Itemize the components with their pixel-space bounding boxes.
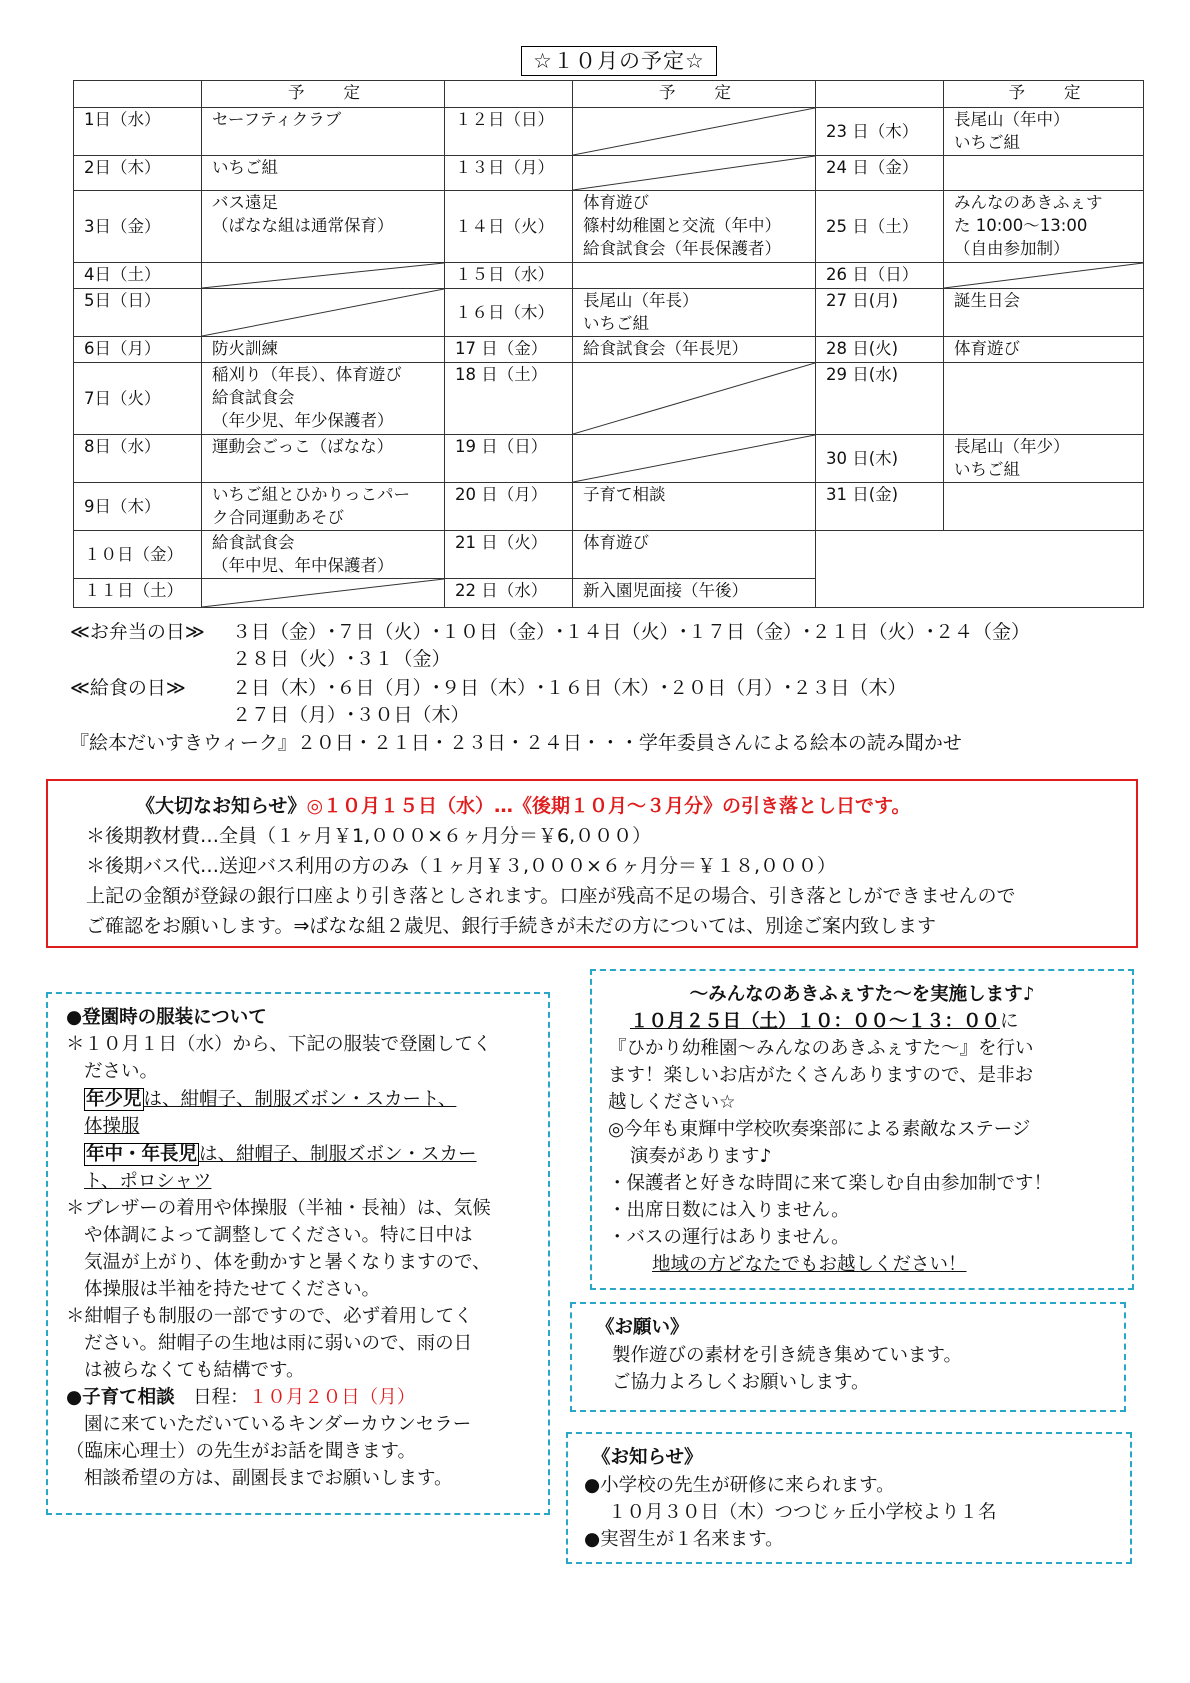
- table-row: [74, 191, 1144, 263]
- event-cell: [202, 191, 445, 263]
- event-text: 子育て相談: [583, 485, 666, 504]
- event-cell: [573, 108, 816, 156]
- counseling-text: 園に来ていただいているキンダーカウンセラー: [84, 1414, 472, 1435]
- info-text: ●小学校の先生が研修に来られます。: [584, 1475, 895, 1496]
- event-text: 篠村幼稚園と交流（年中）: [583, 216, 781, 235]
- date-cell: 24 日（金）: [816, 156, 944, 191]
- event-cell: [202, 263, 445, 289]
- date-cell: 30 日(木): [816, 435, 944, 483]
- date-cell: 5日（日）: [74, 289, 202, 337]
- header-yotei-cell: 予 定: [573, 81, 816, 108]
- notice-material-fee: ＊後期教材費…全員（１ヶ月￥1,０００×６ヶ月分＝￥6,０００）: [86, 825, 652, 847]
- date-cell: １２日（日）: [445, 108, 573, 156]
- event-cell: [944, 337, 1144, 363]
- fest-title: ～みんなのあきふぇすた～を実施します♪: [689, 984, 1035, 1005]
- request-text: 製作遊びの素材を引き続き集めています。: [612, 1345, 963, 1366]
- counseling-text: 相談希望の方は、副園長までお願いします。: [84, 1468, 453, 1489]
- clothing-text: 体操服は半袖を持たせてください。: [84, 1279, 381, 1300]
- header-date-cell: [816, 81, 944, 108]
- event-text: みんなのあきふぇす: [954, 193, 1103, 212]
- event-cell: [944, 363, 1144, 435]
- event-text: 防火訓練: [212, 339, 278, 358]
- header-yotei-cell: 予 定: [202, 81, 445, 108]
- event-text: 長尾山（年長）: [583, 291, 699, 310]
- date-cell: １４日（火）: [445, 191, 573, 263]
- event-text: た 10:00～13:00: [954, 216, 1088, 235]
- event-cell: [573, 531, 816, 579]
- event-text: 新入園児面接（午後）: [583, 581, 748, 600]
- event-text: 給食試食会: [212, 388, 295, 407]
- date-cell: 29 日(水): [816, 363, 944, 435]
- event-text: 体育遊び: [583, 533, 649, 552]
- event-cell: [202, 483, 445, 531]
- request-box: [570, 1302, 1126, 1412]
- counseling-date-label: 日程：: [193, 1387, 249, 1408]
- event-text: いちご組: [583, 314, 649, 333]
- header-date-cell: [74, 81, 202, 108]
- notice-heading: 《大切なお知らせ》: [136, 795, 307, 817]
- diagonal-slash: [573, 435, 815, 482]
- date-cell: 31 日(金): [816, 483, 944, 531]
- fest-text: ・出席日数には入りません。: [608, 1200, 850, 1221]
- important-notice: [46, 779, 1138, 948]
- fest-text: 演奏があります♪: [630, 1146, 772, 1167]
- date-cell: 26 日（日）: [816, 263, 944, 289]
- notice-text-1: 上記の金額が登録の銀行口座より引き落としされます。口座が残高不足の場合、引き落としができませんので: [86, 885, 1016, 907]
- ehon-week: 『絵本だいすきウィーク』２０日・２１日・２３日・２４日・・・学年委員さんによる絵本の読み聞かせ: [70, 732, 962, 754]
- event-cell: [573, 191, 816, 263]
- event-text: いちご組: [954, 133, 1020, 152]
- event-text: 稲刈り（年長）、体育遊び: [212, 365, 402, 384]
- event-cell: [202, 363, 445, 435]
- counseling-date: １０月２０日（月）: [248, 1387, 416, 1408]
- kyushoku-days-1: ２日（木）･６日（月）･９日（木）･１６日（木）･２０日（月）･２３日（木）: [232, 677, 907, 699]
- table-row: [74, 289, 1144, 337]
- event-cell: [573, 435, 816, 483]
- fest-invitation: 地域の方どなたでもお越しください！: [652, 1254, 967, 1275]
- clothing-text: ＊１０月１日（水）から、下記の服装で登園してく: [66, 1034, 492, 1055]
- clothing-text: 気温が上がり、体を動かすと暑くなりますので、: [84, 1252, 491, 1273]
- empty-cell: [816, 531, 1144, 608]
- counseling-title: ●子育て相談: [66, 1387, 175, 1408]
- event-cell: [573, 263, 816, 289]
- notice-withdrawal-date: ◎１０月１５日（水）…《後期１０月～３月分》の引き落とし日です。: [306, 795, 911, 817]
- request-text: ご協力よろしくお願いします。: [612, 1372, 870, 1393]
- clothing-text: ださい。: [84, 1061, 159, 1082]
- diagonal-slash: [202, 263, 444, 288]
- table-row: [74, 363, 1144, 435]
- diagonal-slash: [202, 289, 444, 336]
- event-text: 体育遊び: [583, 193, 649, 212]
- date-cell: 21 日（火）: [445, 531, 573, 579]
- bento-label: ≪お弁当の日≫: [70, 621, 205, 643]
- fest-text: ます！楽しいお店がたくさんありますので、是非お: [608, 1065, 1034, 1086]
- table-row: [74, 435, 1144, 483]
- event-text: いちご組とひかりっこパー: [212, 485, 410, 504]
- nensho-clothing: は、紺帽子、制服ズボン・スカート、: [143, 1089, 457, 1110]
- table-row: [74, 483, 1144, 531]
- event-cell: [573, 289, 816, 337]
- date-cell: １１日（土）: [74, 579, 202, 608]
- clothing-box: [46, 992, 550, 1515]
- table-row: [74, 531, 1144, 579]
- clothing-title: ●登園時の服装について: [66, 1007, 267, 1028]
- header-date-cell: [445, 81, 573, 108]
- date-cell: 20 日（月）: [445, 483, 573, 531]
- date-cell: 1日（水）: [74, 108, 202, 156]
- event-text: ク合同運動あそび: [212, 508, 344, 527]
- diagonal-slash: [202, 579, 444, 607]
- diagonal-slash: [573, 363, 815, 434]
- event-text: 誕生日会: [954, 291, 1020, 310]
- table-row: [74, 337, 1144, 363]
- table-row: [74, 263, 1144, 289]
- event-text: セーフティクラブ: [212, 110, 342, 129]
- event-text: 給食試食会（年長児）: [583, 339, 748, 358]
- event-cell: [944, 191, 1144, 263]
- event-cell: [202, 337, 445, 363]
- event-text: 給食試食会: [212, 533, 295, 552]
- event-text: 給食試食会（年長保護者）: [583, 239, 781, 258]
- event-cell: [944, 289, 1144, 337]
- clothing-text: ＊ブレザーの着用や体操服（半袖・長袖）は、気候: [66, 1198, 491, 1219]
- header-yotei-cell: 予 定: [944, 81, 1144, 108]
- kyushoku-days-2: ２７日（月）･３０日（木）: [232, 704, 470, 726]
- bento-days-1: ３日（金）･７日（火）･１０日（金）･１４日（火）･１７日（金）･２１日（火）･２４（金）: [232, 621, 1031, 643]
- event-cell: [573, 363, 816, 435]
- bento-days-2: ２８日（火）･３１（金）: [232, 648, 451, 670]
- date-cell: 19 日（日）: [445, 435, 573, 483]
- table-row: [74, 108, 1144, 156]
- date-cell: 23 日（木）: [816, 108, 944, 156]
- nenchu-label: 年中・年長児: [86, 1144, 198, 1165]
- nensho-label: 年少児: [86, 1089, 142, 1110]
- date-cell: １０日（金）: [74, 531, 202, 579]
- info-text: １０月３０日（木）つつじヶ丘小学校より１名: [608, 1502, 997, 1523]
- event-text: バス遠足: [212, 193, 278, 212]
- event-cell: [202, 579, 445, 608]
- event-text: いちご組: [212, 158, 278, 177]
- event-cell: [573, 483, 816, 531]
- date-cell: １３日（月）: [445, 156, 573, 191]
- page-title: ☆１０月の予定☆: [521, 46, 717, 76]
- date-cell: 28 日(火): [816, 337, 944, 363]
- fest-text: ◎今年も東輝中学校吹奏楽部による素敵なステージ: [608, 1119, 1031, 1140]
- info-title: 《お知らせ》: [592, 1447, 703, 1468]
- counseling-text: （臨床心理士）の先生がお話を聞きます。: [66, 1441, 417, 1462]
- event-cell: [573, 579, 816, 608]
- event-cell: [573, 156, 816, 191]
- clothing-text: や体調によって調整してください。特に日中は: [84, 1225, 473, 1246]
- fest-date-suffix: に: [1000, 1011, 1019, 1032]
- date-cell: 8日（水）: [74, 435, 202, 483]
- event-cell: [202, 289, 445, 337]
- date-cell: 6日（月）: [74, 337, 202, 363]
- table-header-row: [74, 81, 1144, 108]
- request-title: 《お願い》: [596, 1317, 689, 1338]
- event-cell: [573, 337, 816, 363]
- nenchu-clothing-2: ト、ポロシャツ: [84, 1171, 212, 1192]
- info-box: [566, 1432, 1132, 1564]
- date-cell: 4日（土）: [74, 263, 202, 289]
- autumn-fest-box: [590, 969, 1134, 1290]
- schedule-table: [73, 80, 1144, 608]
- event-text: 長尾山（年少）: [954, 437, 1070, 456]
- diagonal-slash: [573, 108, 815, 155]
- date-cell: 2日（木）: [74, 156, 202, 191]
- info-text: ●実習生が１名来ます。: [584, 1529, 784, 1550]
- diagonal-slash: [573, 156, 815, 190]
- event-text: 運動会ごっこ（ばなな）: [212, 437, 394, 456]
- event-cell: [944, 263, 1144, 289]
- fest-text: 『ひかり幼稚園～みんなのあきふぇすた～』を行い: [608, 1038, 1034, 1059]
- event-cell: [944, 483, 1144, 531]
- fest-text: 越しください☆: [608, 1092, 736, 1113]
- event-text: （年中児、年中保護者）: [212, 556, 394, 575]
- clothing-text: ださい。紺帽子の生地は雨に弱いので、雨の日: [84, 1333, 473, 1354]
- event-text: （年少児、年少保護者）: [212, 411, 394, 430]
- notice-bus-fee: ＊後期バス代…送迎バス利用の方のみ（１ヶ月￥３,０００×６ヶ月分＝￥１８,０００）: [86, 855, 837, 877]
- fest-text: ・保護者と好きな時間に来て楽しむ自由参加制です！: [608, 1173, 1053, 1194]
- event-text: （自由参加制）: [954, 239, 1070, 258]
- date-cell: 3日（金）: [74, 191, 202, 263]
- event-cell: [202, 531, 445, 579]
- fest-text: ・バスの運行はありません。: [608, 1227, 850, 1248]
- diagonal-slash: [944, 263, 1143, 288]
- date-cell: 18 日（土）: [445, 363, 573, 435]
- notice-text-2: ご確認をお願いします。⇒ばなな組２歳児、銀行手続きが未だの方については、別途ご案内致します: [86, 915, 937, 937]
- date-cell: 22 日（水）: [445, 579, 573, 608]
- nensho-clothing-2: 体操服: [84, 1116, 140, 1137]
- event-text: 長尾山（年中）: [954, 110, 1070, 129]
- date-cell: １６日（木）: [445, 289, 573, 337]
- event-cell: [944, 435, 1144, 483]
- date-cell: 25 日（土）: [816, 191, 944, 263]
- kyushoku-label: ≪給食の日≫: [70, 677, 186, 699]
- clothing-text: は被らなくても結構です。: [84, 1360, 305, 1381]
- event-cell: [202, 108, 445, 156]
- date-cell: 7日（火）: [74, 363, 202, 435]
- event-cell: [202, 156, 445, 191]
- date-cell: 17 日（金）: [445, 337, 573, 363]
- nenchu-clothing: は、紺帽子、制服ズボン・スカー: [199, 1144, 477, 1165]
- event-text: （ばなな組は通常保育）: [212, 216, 394, 235]
- event-text: 体育遊び: [954, 339, 1020, 358]
- event-text: いちご組: [954, 460, 1020, 479]
- event-cell: [944, 108, 1144, 156]
- event-cell: [944, 156, 1144, 191]
- event-cell: [202, 435, 445, 483]
- date-cell: 27 日(月): [816, 289, 944, 337]
- clothing-text: ＊紺帽子も制服の一部ですので、必ず着用してく: [66, 1306, 473, 1327]
- date-cell: １５日（水）: [445, 263, 573, 289]
- date-cell: 9日（木）: [74, 483, 202, 531]
- table-row: [74, 156, 1144, 191]
- fest-date: １０月２５日（土）１０：００～１３：００: [630, 1011, 1001, 1032]
